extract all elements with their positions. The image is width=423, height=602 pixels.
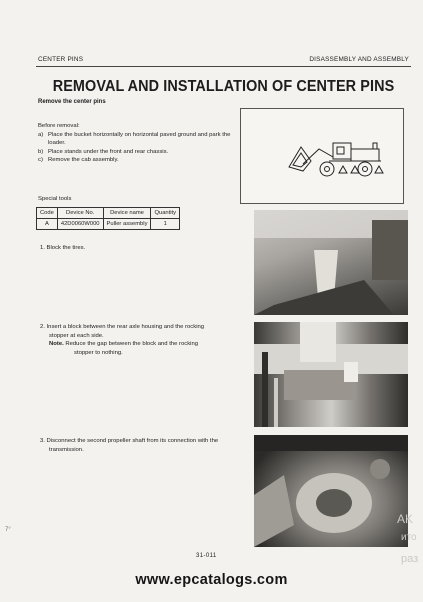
table-cell: 42D0060W000 — [57, 219, 103, 230]
step-1: 1. Block the tires. — [40, 245, 86, 251]
list-item — [38, 148, 233, 157]
before-removal-block — [38, 122, 233, 165]
table-cell: A — [37, 219, 58, 230]
table-row — [37, 219, 180, 230]
list-item — [38, 131, 233, 148]
photo-blocked-tire — [254, 210, 408, 315]
photo-propeller-shaft — [254, 435, 408, 547]
table-header-cell: Quantity — [151, 208, 180, 219]
section-subtitle: Remove the center pins — [38, 99, 106, 105]
note-label: Note. — [49, 341, 64, 348]
table-header-cell: Device name — [103, 208, 151, 219]
page-number: 31-011 — [196, 553, 217, 559]
header-chapter-label: DISASSEMBLY AND ASSEMBLY — [309, 56, 409, 63]
page-title: REMOVAL AND INSTALLATION OF CENTER PINS — [52, 78, 395, 95]
special-tools-heading: Special tools — [38, 196, 72, 202]
step-3: 3. Disconnect the second propeller shaft from its connection with the transmission. — [40, 438, 219, 453]
list-marker: b) — [38, 148, 44, 155]
step-2-note — [40, 340, 216, 357]
table-header-row — [37, 208, 180, 219]
table-cell: 1 — [151, 219, 180, 230]
footer-url-watermark: www.epcatalogs.com — [135, 572, 288, 588]
list-marker: c) — [38, 157, 43, 164]
watermark-text: AK — [397, 512, 414, 526]
header-section-label: CENTER PINS — [38, 56, 84, 63]
list-item — [38, 156, 233, 165]
list-marker: a) — [38, 131, 44, 138]
table-header-cell: Device No. — [57, 208, 103, 219]
step-2 — [40, 323, 216, 357]
step-2-text: 2. Insert a block between the rear axle housing and the rocking stopper at each side. — [40, 324, 205, 339]
watermark-text: раз — [401, 553, 419, 565]
list-text: Place stands under the front and rear chassis. — [48, 148, 169, 155]
header-divider — [36, 66, 411, 67]
photo-rocking-stopper-block — [254, 322, 408, 427]
margin-mark: 7° — [5, 527, 11, 533]
table-cell: Puller assembly — [103, 219, 151, 230]
list-text: Place the bucket horizontally on horizontal paved ground and park the loader. — [48, 131, 231, 147]
wheel-loader-icon — [241, 109, 403, 203]
table-header-cell: Code — [37, 208, 58, 219]
before-removal-heading: Before removal: — [38, 123, 80, 129]
list-text: Remove the cab assembly. — [48, 157, 119, 164]
loader-diagram-figure — [240, 108, 404, 204]
note-text: Reduce the gap between the block and the rocking stopper to nothing. — [65, 341, 199, 356]
special-tools-table — [36, 207, 180, 230]
watermark-text: ито — [401, 532, 417, 543]
